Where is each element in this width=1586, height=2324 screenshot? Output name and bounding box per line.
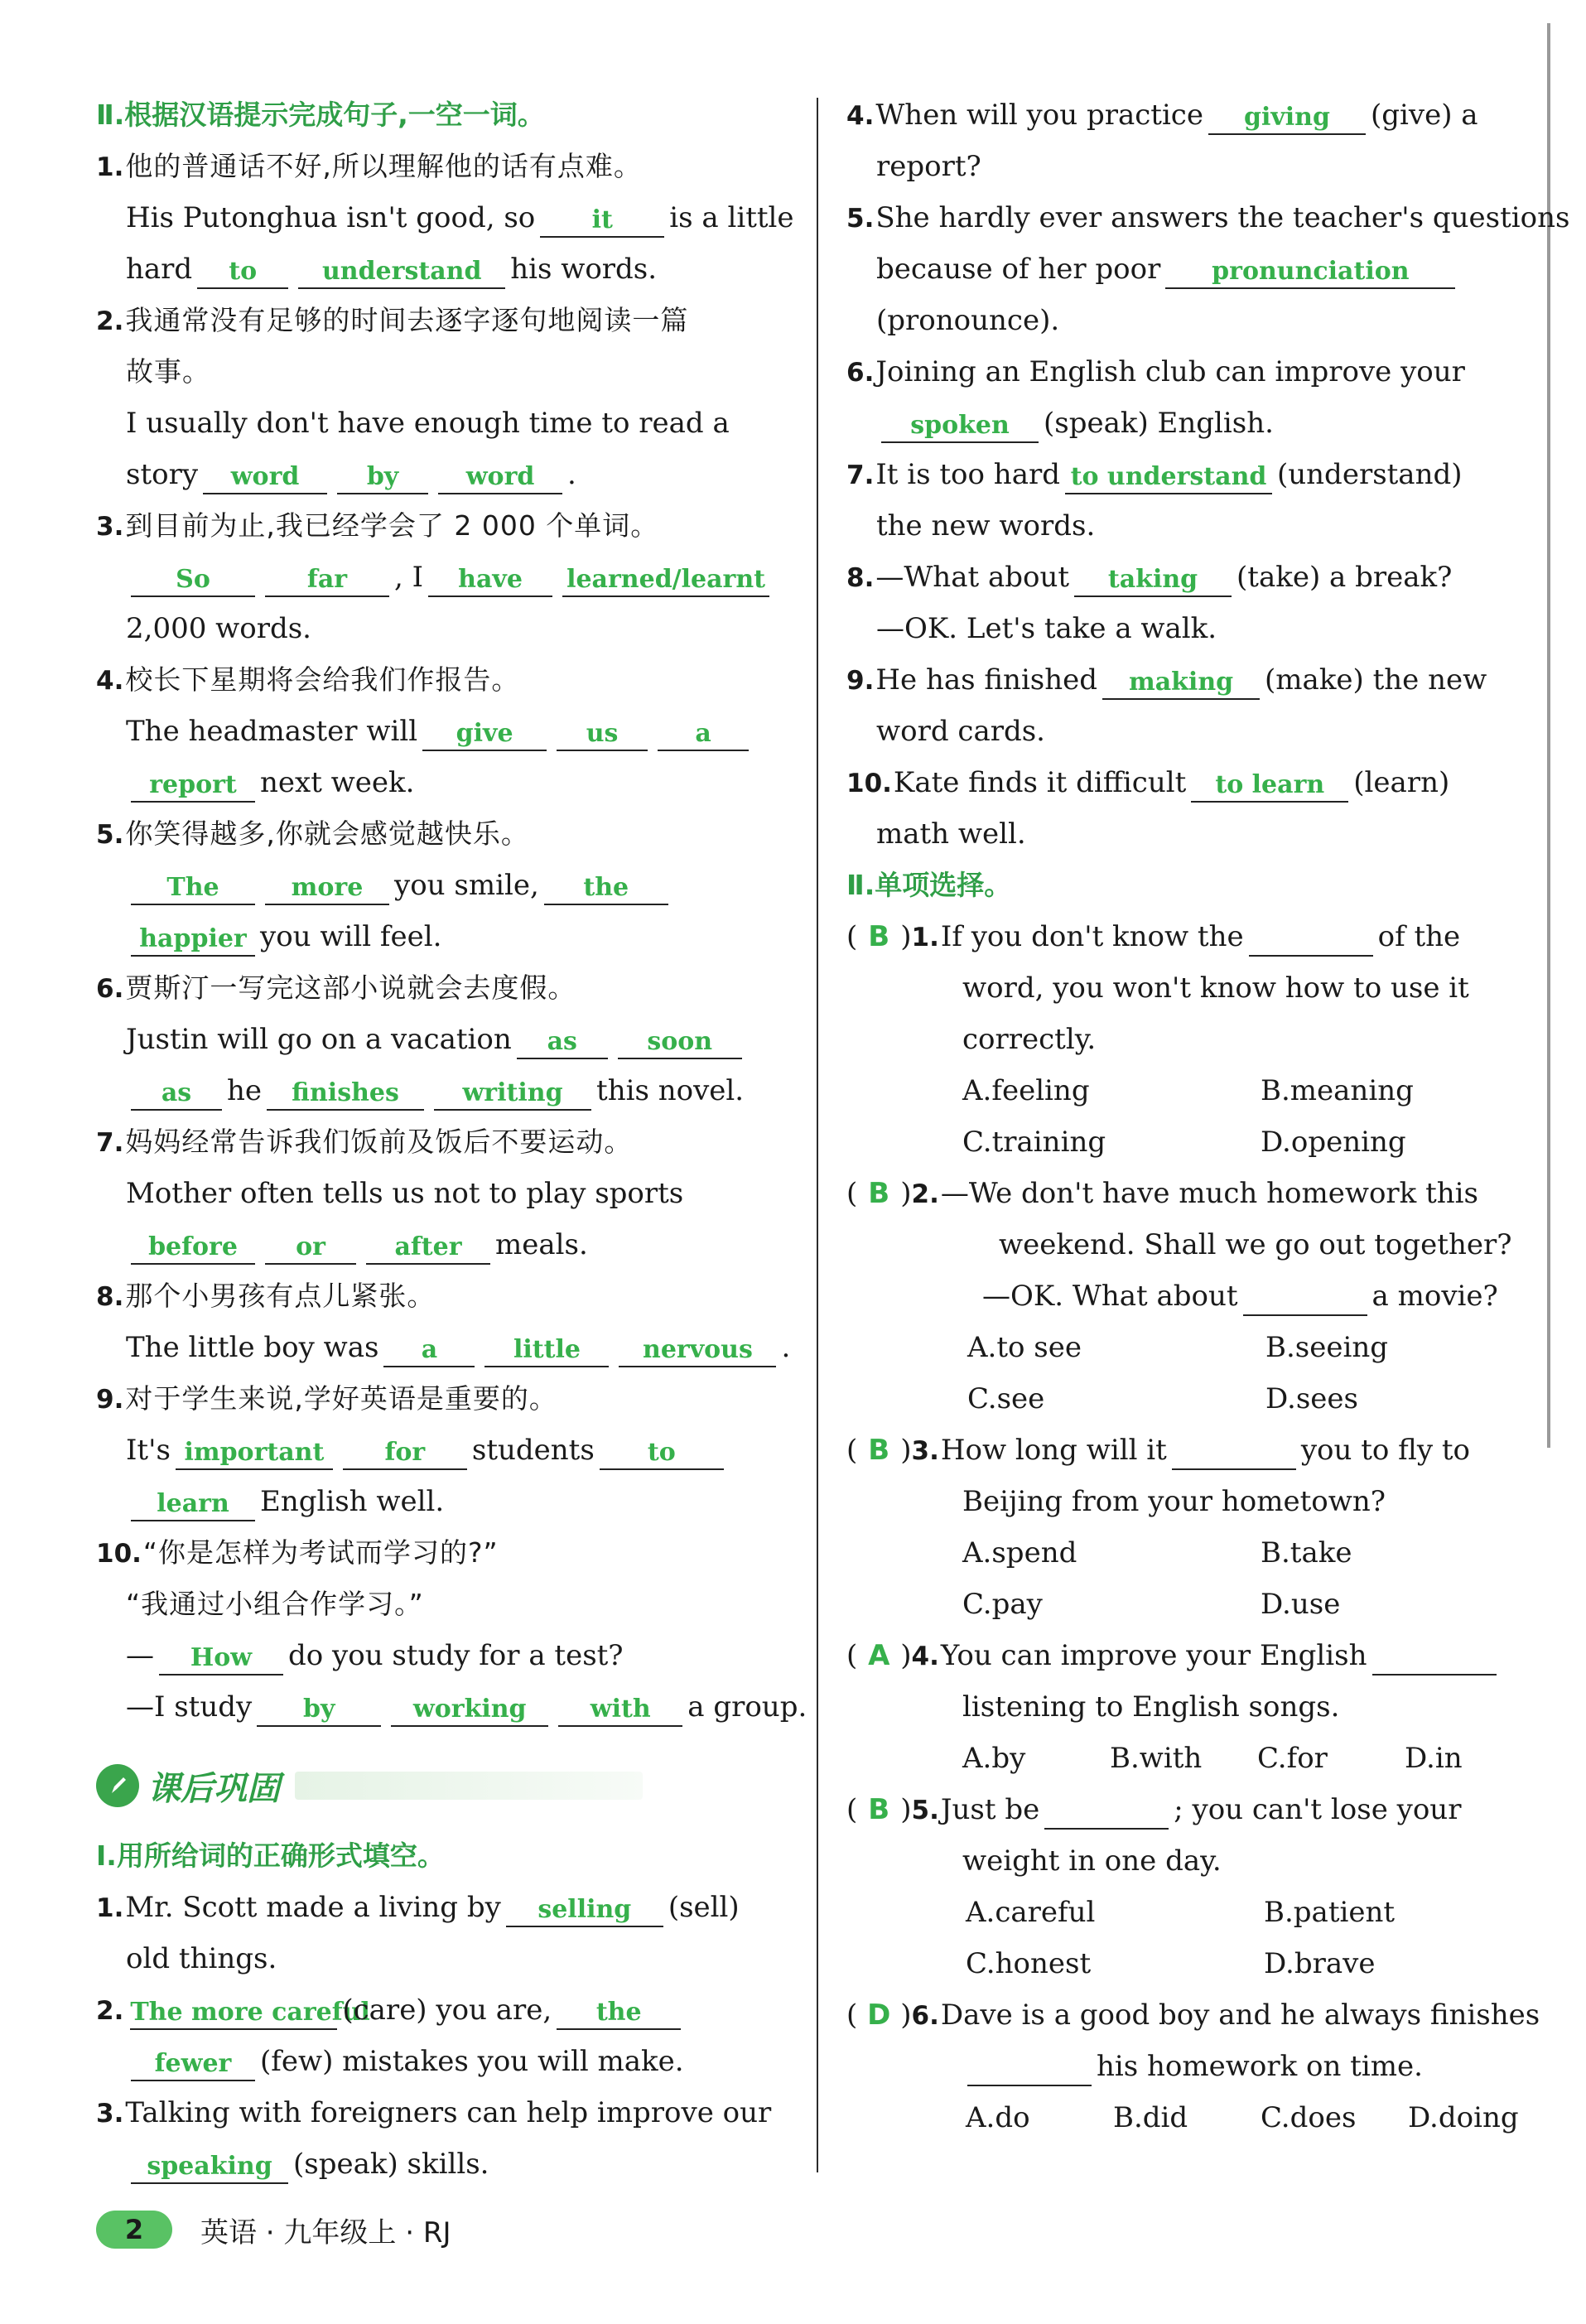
chinese-prompt: 贾斯汀一写完这部小说就会去度假。 [125, 972, 576, 1004]
sentence-text: When will you practice [875, 99, 1203, 132]
answer-blank: The [131, 869, 255, 905]
answer-blank: So [131, 561, 255, 597]
chinese-prompt: 到目前为止,我已经学会了 2 000 个单词。 [125, 509, 659, 542]
question-number: 1. [911, 923, 939, 952]
period: . [781, 1331, 791, 1364]
mc-option: D.opening [1261, 1126, 1406, 1159]
sentence-text: his words. [510, 253, 658, 286]
mc-option: D.brave [1264, 1947, 1376, 1980]
answer-blank: give [422, 715, 547, 751]
sentence-text: She hardly ever answers the teacher's questions [875, 201, 1570, 234]
answer-blank: little [484, 1331, 609, 1367]
question-number: 4. [846, 101, 875, 131]
sentence-text: ; you can't lose your [1174, 1793, 1462, 1826]
sentence-text: English well. [260, 1485, 445, 1518]
answer-blank: a [383, 1331, 475, 1367]
mc-option: B.with [1110, 1742, 1203, 1775]
sentence-text: I usually don't have enough time to read a [126, 407, 730, 440]
sentence-text: His Putonghua isn't good, so [126, 201, 536, 234]
sentence-text: Mother often tells us not to play sports [126, 1177, 684, 1210]
answer-blank: with [558, 1690, 682, 1727]
question-number: 1. [96, 152, 124, 182]
page-number: 2 [96, 2211, 172, 2249]
mc-option: A.by [962, 1742, 1026, 1775]
hint-word: (sell) [668, 1891, 740, 1924]
sentence-text: this novel. [596, 1074, 745, 1107]
answer-blank [1172, 1434, 1296, 1470]
answer-blank: far [265, 561, 389, 597]
mc-option: B.did [1113, 2101, 1188, 2134]
sentence-text: Talking with foreigners can help improve our [125, 2096, 772, 2129]
sentence-text: the new words. [876, 509, 1096, 542]
question-number: 9. [846, 666, 875, 696]
question-number: 4. [96, 666, 124, 696]
sentence-text: How long will it [940, 1434, 1167, 1467]
answer-blank: word [203, 458, 327, 494]
answer-blank: How [159, 1639, 283, 1675]
chinese-prompt: “你是怎样为考试而学习的?” [142, 1536, 499, 1569]
answer-blank: soon [618, 1023, 742, 1059]
chinese-prompt: 故事。 [126, 355, 210, 388]
sentence-text: is a little [669, 201, 794, 234]
hint-word: (give) a [1370, 99, 1478, 132]
sentence-text: It is too hard [875, 458, 1060, 491]
answer-blank: more [265, 869, 389, 905]
sentence-text: (speak) skills. [293, 2148, 489, 2181]
chinese-prompt: 妈妈经常告诉我们饭前及饭后不要运动。 [125, 1126, 633, 1158]
sentence-text: weight in one day. [962, 1844, 1222, 1878]
answer-blank: writing [434, 1074, 591, 1111]
section-title: Ⅱ.单项选择。 [846, 869, 1012, 901]
mc-option: C.for [1257, 1742, 1328, 1775]
chinese-prompt: 对于学生来说,学好英语是重要的。 [125, 1382, 557, 1415]
sentence-text: math well. [876, 817, 1026, 851]
answer-blank: The more careful [130, 1994, 337, 2030]
mc-option: A.do [966, 2101, 1030, 2134]
sentence-text: The little boy was [126, 1331, 379, 1364]
mc-option: A.careful [966, 1896, 1096, 1929]
chinese-prompt: 校长下星期将会给我们作报告。 [125, 663, 520, 696]
answer-blank: nervous [619, 1331, 776, 1367]
mc-option: C.see [967, 1382, 1045, 1415]
question-number: 10. [96, 1539, 142, 1569]
mc-option: D.in [1405, 1742, 1463, 1775]
page-footer [96, 2205, 451, 2254]
chinese-prompt: 那个小男孩有点儿紧张。 [125, 1280, 436, 1312]
sentence-text: —OK. Let's take a walk. [876, 612, 1217, 645]
sentence-text: because of her poor [876, 253, 1161, 286]
sentence-text: Kate finds it difficult [893, 766, 1187, 799]
mc-option: B.seeing [1265, 1331, 1389, 1364]
hint-word: (make) the new [1265, 663, 1487, 697]
sentence-text: Beijing from your hometown? [962, 1485, 1386, 1518]
sentence-text: you smile, [394, 869, 539, 902]
hint-word: (learn) [1353, 766, 1450, 799]
question-number: 7. [96, 1128, 124, 1158]
chinese-prompt: 我通常没有足够的时间去逐字逐句地阅读一篇 [125, 304, 689, 336]
hint-word: (understand) [1277, 458, 1463, 491]
sentence-text: you to fly to [1300, 1434, 1470, 1467]
sentence-text: do you study for a test? [288, 1639, 624, 1672]
book-label: 英语 · 九年级上 · RJ [200, 2216, 451, 2249]
answer-blank: as [517, 1023, 608, 1059]
pencil-icon [96, 1764, 139, 1807]
sentence-text: (speak) English. [1044, 407, 1274, 440]
column-divider [817, 98, 818, 2172]
mc-answer: B [868, 1434, 890, 1467]
question-number: 3. [96, 512, 124, 542]
answer-blank: making [1102, 663, 1260, 700]
sentence-text: 2,000 words. [126, 612, 311, 645]
answer-blank: a [658, 715, 749, 751]
right-column: 4.When will you practice giving (give) a report? 5.She hardly ever answers the teacher's questions because of her poor pronunciation (pronounce). 6.Joining an English club can improve your spoken (speak) English. 7.It is too hard to understand (understand) the new words. 8.—What about taking (take) a break? —OK. Let's take a walk. 9.He has finished making (make) the new word cards. 10.Kate finds it difficult to learn (learn) math well. Ⅱ.单项选择。 ( B )1.If you don't know the of the word, you won't know how to use it correctly. A.feeling B.meaning C.training D.opening ( B )2.—We don't have much homework this weekend. Shall we go out together? —OK. What about a movie? A.to see B.seeing C.see D.sees ( B )3.How long will it you to fly to Beijing from your hometown? A.spend B.take C.pay D.use ( A )4.You can improve your English listening to English songs. A.by B.with C.for D.in ( B )5.Just be ; you can't lose your weight in one day. A.careful B.patient C.honest D.brave ( D )6.Dave is a good boy and he always finishes his homework on time. A.do B.did C.does D.doing [846, 89, 1542, 2143]
answer-blank: selling [506, 1891, 663, 1927]
sentence-text: (few) mistakes you will make. [260, 2045, 684, 2078]
sentence-text: correctly. [962, 1023, 1097, 1056]
answer-blank: it [540, 201, 664, 238]
mc-option: D.doing [1408, 2101, 1519, 2134]
answer-blank: or [265, 1228, 356, 1265]
sentence-text: he [227, 1074, 263, 1107]
mc-option: A.spend [962, 1536, 1077, 1569]
answer-blank: before [131, 1228, 255, 1265]
mc-option: A.feeling [962, 1074, 1090, 1107]
sentence-text: his homework on time. [1097, 2050, 1423, 2083]
hint-word: (care) you are, [342, 1994, 552, 2027]
answer-blank: after [366, 1228, 490, 1265]
homework-title: 课后巩固 [147, 1769, 280, 1808]
homework-header [96, 1761, 643, 1811]
page-edge-shadow [1547, 23, 1550, 1448]
mc-option: A.to see [967, 1331, 1082, 1364]
mc-option: D.use [1261, 1588, 1341, 1621]
mc-answer: B [868, 1793, 890, 1826]
mc-answer: B [868, 920, 890, 953]
answer-blank: giving [1208, 99, 1366, 135]
question-number: 5. [911, 1796, 939, 1825]
header-decoration [295, 1772, 643, 1800]
answer-blank: us [557, 715, 648, 751]
sentence-text: Just be [940, 1793, 1040, 1826]
sentence-text: —We don't have much homework this [940, 1177, 1478, 1210]
left-column [96, 89, 807, 2190]
sentence-text: Dave is a good boy and he always finishes [940, 1999, 1540, 2032]
chinese-prompt: “我通过小组合作学习。” [126, 1588, 424, 1620]
question-number: 3. [911, 1436, 939, 1466]
question-number: 6. [911, 2001, 939, 2031]
answer-blank: the [544, 869, 668, 905]
answer-blank: to understand [1065, 458, 1272, 494]
sentence-text: —What about [875, 561, 1070, 594]
question-number: 2. [911, 1179, 939, 1209]
sentence-text: If you don't know the [940, 920, 1244, 953]
sentence-text: a group. [687, 1690, 807, 1724]
sentence-text: old things. [126, 1942, 277, 1975]
mc-option: C.training [962, 1126, 1106, 1159]
dash: — [126, 1639, 154, 1672]
sentence-text: He has finished [875, 663, 1098, 697]
sentence-text: , I [394, 561, 424, 594]
sentence-text: a movie? [1371, 1280, 1498, 1313]
question-number: 7. [846, 460, 875, 490]
mc-option: C.honest [966, 1947, 1092, 1980]
sentence-text: word, you won't know how to use it [962, 972, 1469, 1005]
answer-blank [1372, 1639, 1497, 1675]
question-number: 2. [96, 306, 124, 336]
mc-answer: D [867, 1999, 891, 2032]
mc-answer: B [868, 1177, 890, 1210]
chinese-prompt: 你笑得越多,你就会感觉越快乐。 [125, 817, 529, 850]
answer-blank: fewer [131, 2045, 255, 2081]
sentence-text: hard [126, 253, 193, 286]
answer-blank: pronunciation [1165, 253, 1455, 289]
sentence-text: of the [1377, 920, 1461, 953]
answer-blank: as [131, 1074, 222, 1111]
sentence-text: —OK. What about [982, 1280, 1238, 1313]
answer-blank: to learn [1191, 766, 1348, 803]
question-number: 8. [846, 563, 875, 593]
hint-word: (take) a break? [1237, 561, 1453, 594]
answer-blank: understand [298, 253, 505, 289]
answer-blank: to [600, 1434, 724, 1470]
answer-blank: for [343, 1434, 467, 1470]
answer-blank: learn [131, 1485, 255, 1521]
answer-blank [1243, 1280, 1367, 1316]
question-number: 6. [96, 974, 124, 1004]
answer-blank: by [337, 458, 428, 494]
answer-blank: important [176, 1434, 333, 1470]
sentence-text: Joining an English club can improve your [875, 355, 1465, 388]
answer-blank: spoken [881, 407, 1039, 443]
answer-blank: speaking [131, 2148, 288, 2184]
sentence-text: students [471, 1434, 595, 1467]
answer-blank: learned/learnt [562, 561, 769, 597]
question-number: 4. [911, 1642, 939, 1671]
sentence-text: word cards. [876, 715, 1045, 748]
question-number: 5. [96, 820, 124, 850]
sentence-text: story [126, 458, 199, 491]
sentence-text: (pronounce). [876, 304, 1060, 337]
answer-blank: by [257, 1690, 381, 1727]
sentence-text: You can improve your English [940, 1639, 1367, 1672]
sentence-text: Justin will go on a vacation [126, 1023, 512, 1056]
answer-blank [1044, 1793, 1169, 1830]
mc-option: B.patient [1264, 1896, 1396, 1929]
sentence-text: report? [876, 150, 981, 183]
section-title: Ⅰ.用所给词的正确形式填空。 [96, 1839, 445, 1872]
sentence-text: The headmaster will [126, 715, 418, 748]
mc-option: C.pay [962, 1588, 1043, 1621]
mc-answer: A [868, 1639, 890, 1672]
sentence-text: meals. [495, 1228, 588, 1261]
chinese-prompt: 他的普通话不好,所以理解他的话有点难。 [125, 150, 642, 182]
question-number: 2. [96, 1996, 124, 2026]
section-title: Ⅱ.根据汉语提示完成句子,一空一词。 [96, 99, 545, 131]
answer-blank: taking [1074, 561, 1232, 597]
mc-option: C.does [1261, 2101, 1357, 2134]
question-number: 9. [96, 1385, 124, 1415]
period: . [567, 458, 576, 491]
sentence-text: listening to English songs. [962, 1690, 1340, 1724]
answer-blank: finishes [267, 1074, 424, 1111]
sentence-text: —I study [126, 1690, 253, 1724]
sentence-text: Mr. Scott made a living by [125, 1891, 501, 1924]
answer-blank: to [197, 253, 288, 289]
answer-blank: word [438, 458, 562, 494]
sentence-text: weekend. Shall we go out together? [999, 1228, 1512, 1261]
question-number: 6. [846, 358, 875, 388]
answer-blank [1249, 920, 1373, 957]
question-number: 10. [846, 769, 892, 798]
mc-option: D.sees [1265, 1382, 1358, 1415]
question-number: 3. [96, 2099, 124, 2129]
answer-blank: the [557, 1994, 681, 2030]
answer-blank [967, 2050, 1092, 2086]
answer-blank: happier [131, 920, 255, 957]
question-number: 5. [846, 204, 875, 234]
sentence-text: It's [126, 1434, 171, 1467]
answer-blank: working [391, 1690, 548, 1727]
answer-blank: report [131, 766, 255, 803]
answer-blank: have [428, 561, 552, 597]
sentence-text: next week. [260, 766, 415, 799]
mc-option: B.meaning [1261, 1074, 1414, 1107]
question-number: 8. [96, 1282, 124, 1312]
question-number: 1. [96, 1893, 124, 1923]
sentence-text: you will feel. [260, 920, 442, 953]
mc-option: B.take [1261, 1536, 1352, 1569]
